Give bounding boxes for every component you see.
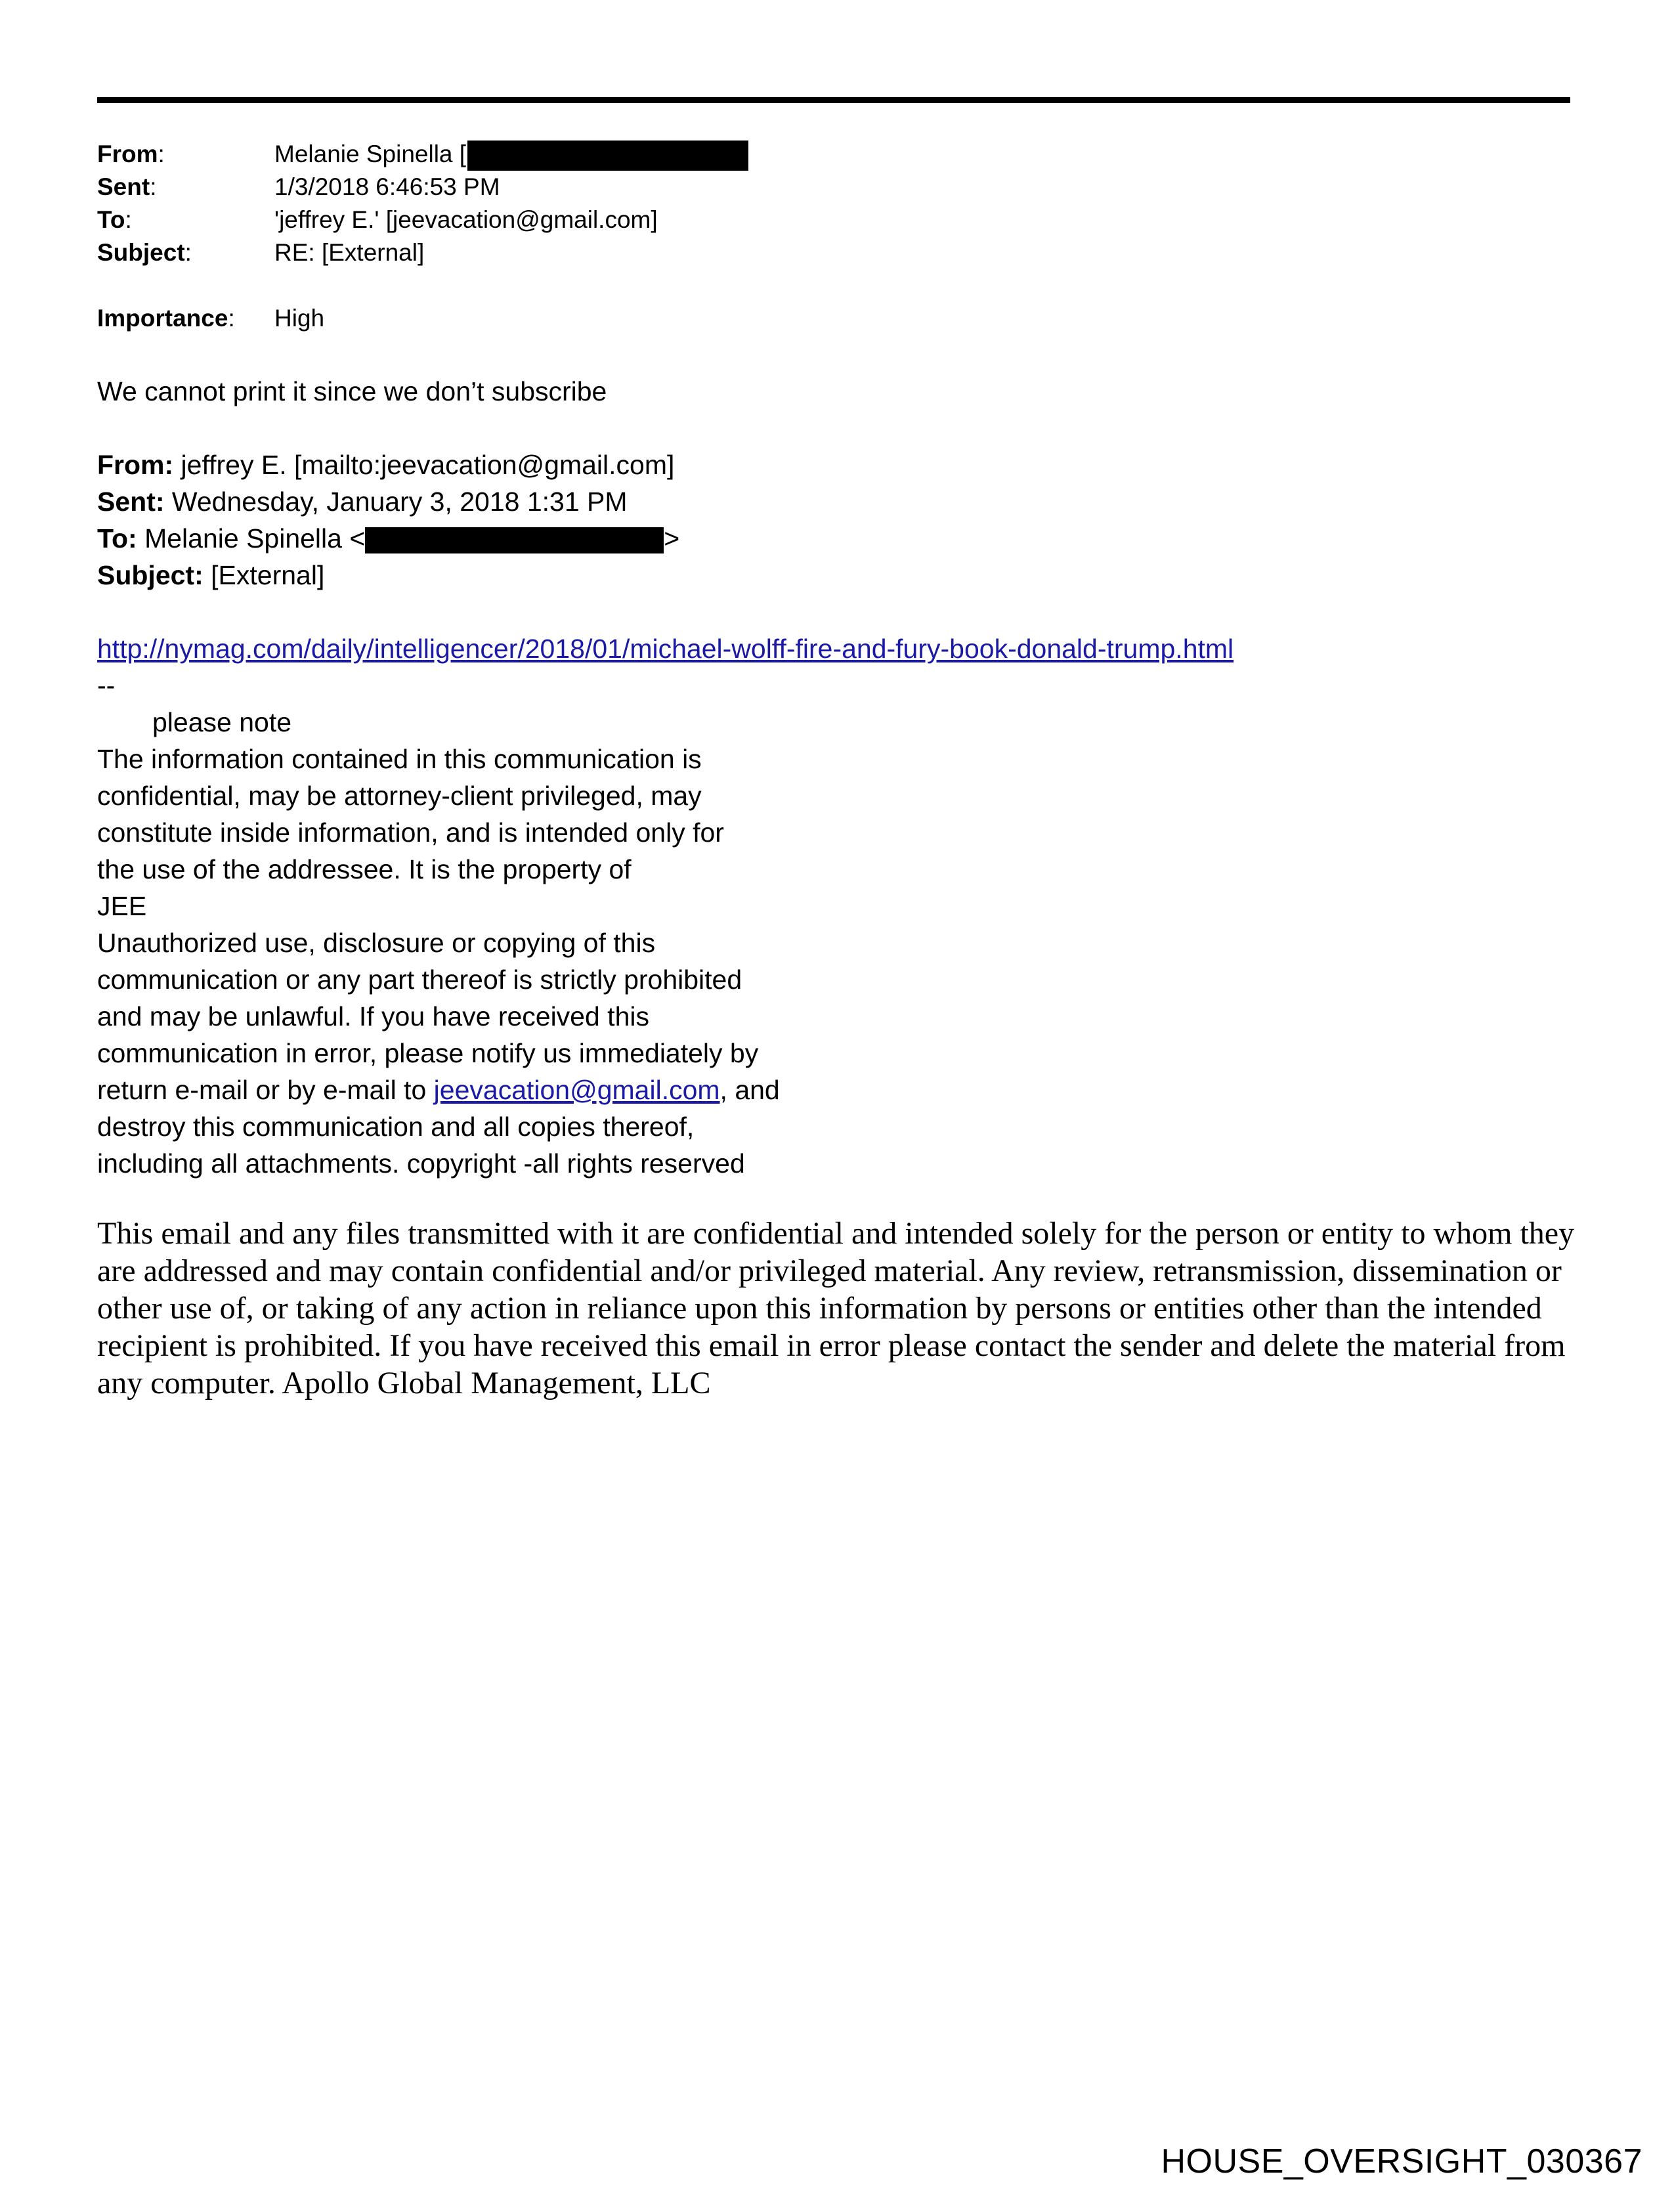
signature-line: and may be unlawful. If you have received this <box>97 1001 649 1031</box>
signature-line: destroy this communication and all copies thereof, <box>97 1112 695 1142</box>
signature-line: The information contained in this communication is <box>97 744 702 774</box>
header-importance-value: High <box>274 305 325 332</box>
signature-line: communication in error, please notify us immediately by <box>97 1038 759 1068</box>
reply-body: We cannot print it since we don’t subscribe <box>97 376 607 406</box>
signature-line: the use of the addressee. It is the property of <box>97 854 632 884</box>
header-sent-value: 1/3/2018 6:46:53 PM <box>274 173 500 200</box>
signature-please-note: please note <box>152 707 292 737</box>
signature-line: Unauthorized use, disclosure or copying of this <box>97 928 656 958</box>
bates-number: HOUSE_OVERSIGHT_030367 <box>1161 2142 1642 2180</box>
header-to-value: 'jeffrey E.' [jeevacation@gmail.com] <box>274 206 658 233</box>
legal-disclaimer: This email and any files transmitted with it are confidential and intended solely for the person or entity to whom they are addressed and may contain confidential and/or privileged material. Any review, retransmission, dissemination or other use of, or taking of any action in reliance upon this information by persons or entities other than the intended recipient is prohibited. If you have received this email in error please contact the sender and delete the material from any computer. Apollo Global Management, LLC <box>97 1216 1575 1400</box>
header-from-value: Melanie Spinella [ <box>274 138 748 171</box>
signature-dashes: -- <box>97 670 116 701</box>
signature-line: JEE <box>97 891 147 921</box>
signature-line: return e-mail or by e-mail to jeevacation@gmail.com, and <box>97 1075 780 1105</box>
signature-line: communication or any part thereof is strictly prohibited <box>97 965 742 995</box>
article-link[interactable]: http://nymag.com/daily/intelligencer/2018/01/michael-wolff-fire-and-fury-book-donald-trump.html <box>97 634 1234 664</box>
signature-email-link[interactable]: jeevacation@gmail.com <box>433 1075 720 1105</box>
header-divider <box>97 97 1570 103</box>
forwarded-header <box>97 446 679 594</box>
signature-line: confidential, may be attorney-client privileged, may <box>97 781 702 811</box>
forwarded-subject: Subject: [External] <box>97 560 325 590</box>
redaction-bar <box>365 527 664 553</box>
signature-line: including all attachments. copyright -all rights reserved <box>97 1148 745 1179</box>
article-link-line <box>97 630 1234 667</box>
header-subject-label: Subject: <box>97 239 192 266</box>
header-to-label: To: <box>97 206 132 233</box>
redaction-bar <box>467 141 748 171</box>
header-from-label: From: <box>97 141 165 167</box>
signature-block <box>97 667 780 1182</box>
forwarded-to: To: Melanie Spinella < > <box>97 523 680 553</box>
forwarded-from: From: jeffrey E. [mailto:jeevacation@gmail.com] <box>97 450 675 480</box>
signature-line: constitute inside information, and is intended only for <box>97 817 724 848</box>
header-subject-value: RE: [External] <box>274 239 425 266</box>
header-sent-label: Sent: <box>97 173 157 200</box>
header-importance-label: Importance: <box>97 305 235 332</box>
forwarded-sent: Sent: Wednesday, January 3, 2018 1:31 PM <box>97 487 628 517</box>
